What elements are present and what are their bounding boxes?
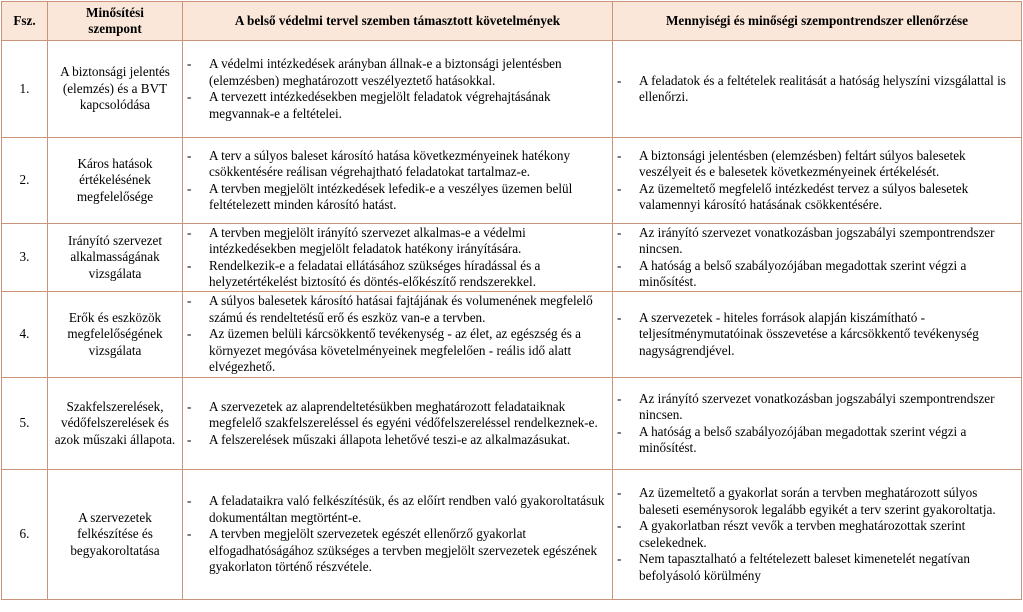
criterion-cell: Irányító szervezet alkalmasságának vizsgálata [48, 224, 183, 292]
requirements-list [183, 225, 612, 291]
table-row [2, 41, 1022, 138]
row-number: 2. [2, 138, 48, 224]
requirement-item-text: Rendelkezik-e a feladatai ellátásához szükséges híradással és a helyzetértékelést biztosító és döntés-előkészítő rendszerekkel. [209, 257, 541, 289]
requirement-item [187, 56, 606, 89]
requirement-item-text: A súlyos balesetek károsító hatásai fajtájának és volumenének megfelelő számú és rendeltetésű erő és eszköz van-e a tervben. [209, 293, 593, 325]
evaluation-item-text: Az irányító szervezet vonatkozásban jogszabályi szempontrendszer nincsen. [639, 224, 995, 256]
evaluation-item-text: Az irányító szervezet vonatkozásban jogszabályi szempontrendszer nincsen. [639, 390, 995, 422]
requirement-item-text: Az üzemen belüli kárcsökkentő tevékenység - az élet, az egészség és a környezet megóvása követelményeinek megfelelően - reális idő alatt elvégezhető. [209, 326, 582, 375]
criterion-cell: Káros hatások értékelésének megfelelősége [48, 138, 183, 224]
requirement-item-text: A szervezetek az alaprendeltetésükben meghatározott feladataiknak megfelelő szakfelszereléssel és egyéni védőfelszereléssel rendelkeznek-e. [209, 398, 598, 431]
evaluation-item [617, 391, 1015, 424]
evaluation-list [613, 391, 1021, 457]
requirements-list [183, 56, 612, 122]
evaluation-item [617, 73, 1015, 106]
evaluation-list [613, 73, 1021, 106]
dash-bullet: - [187, 147, 192, 163]
header-requirements: A belső védelmi tervel szemben támasztott követelmények [183, 2, 613, 41]
table-body [2, 41, 1022, 600]
requirement-item [187, 399, 606, 432]
dash-bullet: - [187, 224, 192, 240]
requirements-list [183, 493, 612, 576]
criterion-cell: Erők és eszközök megfelelőségének vizsgálata [48, 292, 183, 378]
requirement-item-text: A feladataikra való felkészítésük, és az előírt rendben való gyakoroltatásuk dokumentáltan megtörtént-e. [209, 493, 605, 525]
evaluation-item-text: A gyakorlatban részt vevők a tervben meghatározottak szerint cselekednek. [639, 518, 966, 550]
requirements-table [1, 1, 1022, 600]
requirement-item [187, 526, 606, 576]
evaluation-item-text: A szervezetek - hiteles források alapján kiszámítható - teljesítménymutatóinak összevetése a kárcsökkentő tevékenység nagyságrendjével. [639, 309, 979, 358]
evaluation-item-text: A hatóság a belső szabályozójában megadottak szerint végzi a minősítést. [639, 423, 967, 455]
requirement-item-text: A terv a súlyos baleset károsító hatása következményeinek hatékony csökkentésére reálisan végrehajtható feladatokat tartalmaz-e. [209, 147, 571, 179]
dash-bullet: - [187, 180, 192, 196]
evaluation-cell [613, 224, 1022, 292]
dash-bullet: - [617, 72, 622, 88]
dash-bullet: - [617, 257, 622, 273]
requirements-cell [183, 470, 613, 600]
row-number: 3. [2, 224, 48, 292]
requirement-item [187, 148, 606, 181]
evaluation-item-text: Az üzemeltető megfelelő intézkedést tervez a súlyos balesetek valamennyi károsító hatásának csökkentésére. [639, 180, 969, 212]
evaluation-list [613, 485, 1021, 584]
evaluation-list [613, 225, 1021, 291]
dash-bullet: - [617, 485, 622, 500]
evaluation-item-text: A biztonsági jelentésben (elemzésben) feltárt súlyos balesetek veszélyeit és e balesetek következményeinek értékelését. [639, 147, 966, 179]
header-row [2, 2, 1022, 41]
evaluation-item [617, 148, 1015, 181]
requirement-item [187, 493, 606, 526]
evaluation-list [613, 148, 1021, 214]
row-number: 1. [2, 41, 48, 138]
header-evaluation: Mennyiségi és minőségi szempontrendszer ellenőrzése [613, 2, 1022, 41]
requirement-item-text: A tervezett intézkedésekben megjelölt feladatok végrehajtásának megvannak-e a feltételei. [209, 89, 551, 121]
evaluation-cell [613, 470, 1022, 600]
dash-bullet: - [617, 147, 622, 163]
requirement-item [187, 181, 606, 214]
requirement-item [187, 293, 606, 326]
dash-bullet: - [617, 518, 622, 533]
dash-bullet: - [187, 257, 192, 273]
requirement-item-text: A tervben megjelölt irányító szervezet alkalmas-e a védelmi intézkedésekben megjelölt feladatok hatékony irányítására. [209, 224, 526, 256]
dash-bullet: - [187, 431, 192, 447]
requirement-item-text: A felszerelések műszaki állapota lehetővé teszi-e az alkalmazásukat. [209, 431, 571, 447]
evaluation-item-text: A feladatok és a feltételek realitását a hatóság helyszíni vizsgálattal is ellenőrzi. [639, 72, 1006, 104]
table-row [2, 292, 1022, 378]
evaluation-item [617, 310, 1015, 360]
evaluation-item [617, 518, 1015, 551]
header-criterion: Minősítési szempont [48, 2, 183, 41]
requirement-item-text: A védelmi intézkedések arányban állnak-e a biztonsági jelentésben (elemzésben) meghatározott veszélyeztető hatásokkal. [209, 56, 562, 88]
row-number: 4. [2, 292, 48, 378]
table-row [2, 224, 1022, 292]
evaluation-item-text: Az üzemeltető a gyakorlat során a tervben meghatározott súlyos baleseti eseménysorok legalább egyikét a terv szerint gyakoroltatja. [639, 485, 996, 517]
evaluation-item [617, 485, 1015, 518]
dash-bullet: - [617, 224, 622, 240]
dash-bullet: - [187, 398, 192, 414]
row-number: 5. [2, 378, 48, 470]
dash-bullet: - [187, 493, 192, 509]
criterion-cell: A biztonsági jelentés (elemzés) és a BVT kapcsolódása [48, 41, 183, 138]
table-row [2, 470, 1022, 600]
table-row [2, 378, 1022, 470]
row-number: 6. [2, 470, 48, 600]
evaluation-cell [613, 378, 1022, 470]
requirement-item-text: A tervben megjelölt intézkedések lefedik-e a veszélyes üzemen belül feltételezett minden károsító hatást. [209, 180, 573, 212]
requirements-list [183, 293, 612, 376]
requirements-list [183, 399, 612, 449]
evaluation-item [617, 258, 1015, 291]
dash-bullet: - [617, 180, 622, 196]
criterion-cell: A szervezetek felkészítése és begyakoroltatása [48, 470, 183, 600]
requirement-item [187, 89, 606, 122]
requirement-item [187, 225, 606, 258]
requirements-cell [183, 378, 613, 470]
evaluation-cell [613, 138, 1022, 224]
evaluation-item [617, 424, 1015, 457]
header-num: Fsz. [2, 2, 48, 41]
requirements-list [183, 148, 612, 214]
dash-bullet: - [187, 56, 192, 71]
requirement-item [187, 258, 606, 291]
criterion-cell: Szakfelszerelések, védőfelszerelések és azok műszaki állapota. [48, 378, 183, 470]
dash-bullet: - [187, 293, 192, 309]
dash-bullet: - [617, 309, 622, 325]
requirements-cell [183, 138, 613, 224]
evaluation-cell [613, 41, 1022, 138]
dash-bullet: - [187, 326, 192, 342]
requirements-cell [183, 41, 613, 138]
dash-bullet: - [617, 423, 622, 439]
evaluation-item [617, 551, 1015, 584]
requirement-item-text: A tervben megjelölt szervezetek egészét ellenőrző gyakorlat elfogadhatóságához szükséges a tervben megjelölt szervezetek egészének gyakorlaton történő részvétele. [209, 526, 598, 575]
evaluation-item-text: Nem tapasztalható a feltételezett baleset kimenetelét negatívan befolyásoló körülmény [639, 551, 970, 583]
requirements-cell [183, 292, 613, 378]
evaluation-list [613, 310, 1021, 360]
dash-bullet: - [187, 526, 192, 542]
evaluation-item-text: A hatóság a belső szabályozójában megadottak szerint végzi a minősítést. [639, 257, 967, 289]
requirements-cell [183, 224, 613, 292]
requirement-item [187, 326, 606, 376]
evaluation-item [617, 225, 1015, 258]
dash-bullet: - [187, 89, 192, 104]
evaluation-item [617, 181, 1015, 214]
table-row [2, 138, 1022, 224]
evaluation-cell [613, 292, 1022, 378]
dash-bullet: - [617, 551, 622, 566]
requirement-item [187, 432, 606, 449]
dash-bullet: - [617, 390, 622, 406]
